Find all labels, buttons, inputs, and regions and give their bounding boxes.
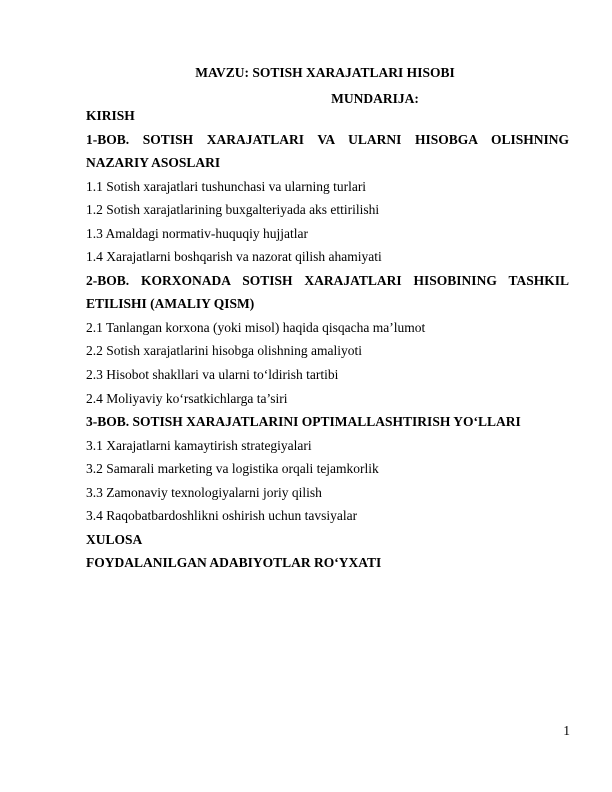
toc-section-line: 3.1 Xarajatlarni kamaytirish strategiyalari xyxy=(86,437,312,453)
toc-section-line: 2.4 Moliyaviy ko‘rsatkichlarga ta’siri xyxy=(86,390,288,406)
toc-chapter-line: 2-BOB. KORXONADA SOTISH XARAJATLARI HISOBINING TASHKIL xyxy=(86,272,569,288)
toc-section-line: 3.3 Zamonaviy texnologiyalarni joriy qilish xyxy=(86,484,322,500)
table-of-contents-heading: MUNDARIJA: xyxy=(331,91,419,106)
toc-section-line: 1.4 Xarajatlarni boshqarish va nazorat qilish ahamiyati xyxy=(86,249,382,265)
page-number: 1 xyxy=(563,723,570,738)
toc-chapter-line: KIRISH xyxy=(86,108,135,123)
toc-chapter-line: NAZARIY ASOSLARI xyxy=(86,155,221,171)
toc-section-line: 1.2 Sotish xarajatlarining buxgalteriyada aks ettirilishi xyxy=(86,202,380,218)
toc-chapter-line: ETILISHI (AMALIY QISM) xyxy=(86,296,255,312)
toc-section-line: 2.2 Sotish xarajatlarini hisobga olishning amaliyoti xyxy=(86,343,362,359)
toc-section-line: 1.3 Amaldagi normativ-huquqiy hujjatlar xyxy=(86,225,308,241)
table-of-contents xyxy=(86,104,569,575)
toc-section-line: 2.3 Hisobot shakllari va ularni to‘ldirish tartibi xyxy=(86,367,339,383)
document-title: MAVZU: SOTISH XARAJATLARI HISOBI xyxy=(195,65,455,80)
toc-section-line: 2.1 Tanlangan korxona (yoki misol) haqida qisqacha ma’lumot xyxy=(86,319,426,335)
toc-chapter-line: 1-BOB. SOTISH XARAJATLARI VA ULARNI HISOBGA OLISHNING xyxy=(86,131,569,147)
toc-section-line: 3.4 Raqobatbardoshlikni oshirish uchun tavsiyalar xyxy=(86,508,358,524)
toc-chapter-line: XULOSA xyxy=(86,531,143,547)
toc-section-line: 3.2 Samarali marketing va logistika orqali tejamkorlik xyxy=(86,461,379,477)
toc-chapter-line: 3-BOB. SOTISH XARAJATLARINI OPTIMALLASHTIRISH YO‘LLARI xyxy=(86,414,521,430)
toc-chapter-line: FOYDALANILGAN ADABIYOTLAR RO‘YXATI xyxy=(86,555,382,571)
toc-section-line: 1.1 Sotish xarajatlari tushunchasi va ularning turlari xyxy=(86,178,367,194)
